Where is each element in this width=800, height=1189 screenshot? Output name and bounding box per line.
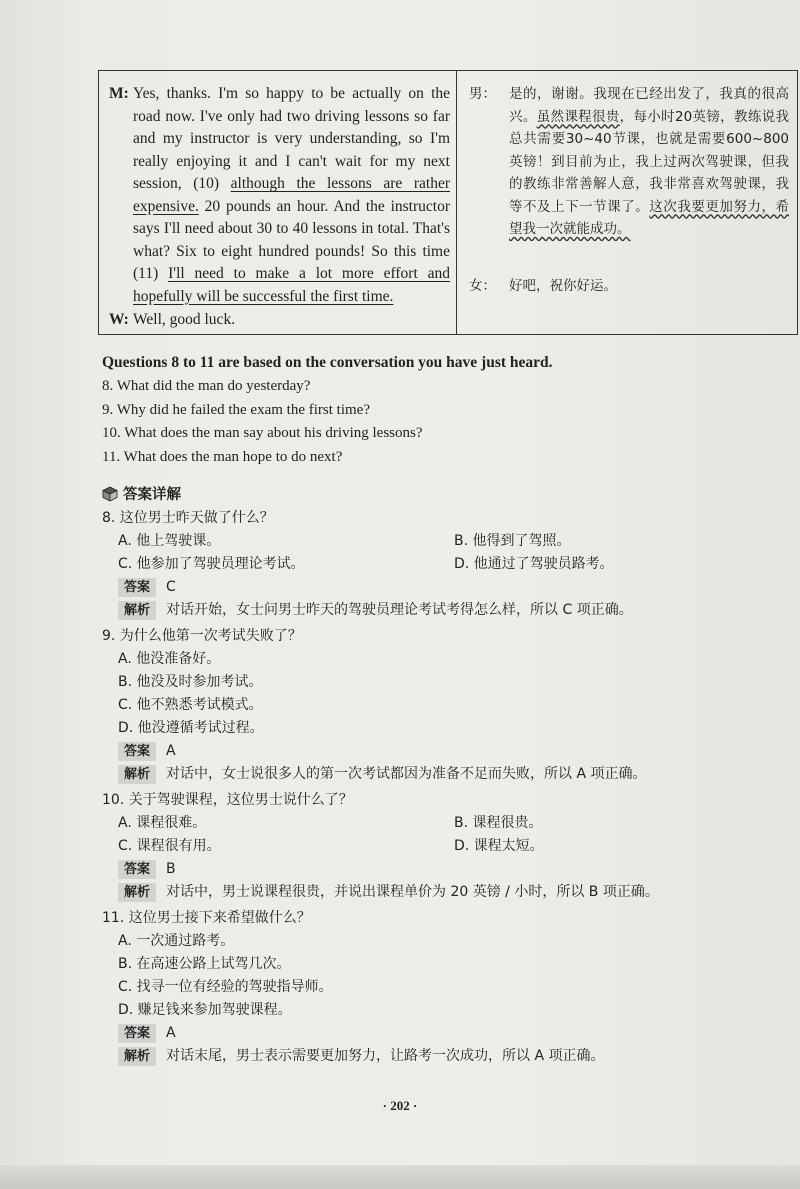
- option: A. 课程很难。: [118, 815, 207, 831]
- options: [102, 812, 792, 858]
- option: D. 他通过了驾驶员路考。: [454, 556, 614, 572]
- transcript-english: [99, 71, 457, 334]
- answer-question: 8. 这位男士昨天做了什么？: [102, 510, 274, 526]
- speaker-label: 女：: [469, 277, 496, 294]
- underlined-answer-text: 虽然课程很贵: [536, 108, 620, 125]
- underlined-answer-text: 这次我要更加努力，希望我一次就能成功。: [509, 198, 790, 237]
- analysis-tag: 解析: [118, 601, 156, 620]
- analysis-line: [102, 599, 792, 622]
- question-item: 11. What does the man hope to do next?: [102, 448, 343, 465]
- answer-value: B: [166, 861, 176, 877]
- analysis-tag: 解析: [118, 883, 156, 902]
- dialogue-segment: Well, good luck.: [133, 311, 236, 328]
- option: C. 找寻一位有经验的驾驶指导师。: [118, 979, 333, 995]
- option: C. 他参加了驾驶员理论考试。: [118, 556, 305, 572]
- speaker-label: 男：: [469, 86, 496, 102]
- dialogue-text: [509, 275, 789, 298]
- answer-list: [102, 506, 792, 1068]
- analysis-line: [102, 763, 792, 786]
- options: [102, 648, 792, 740]
- page-edge: [0, 1165, 800, 1189]
- answer-value: C: [166, 579, 176, 595]
- option: B. 课程很贵。: [454, 815, 543, 831]
- answer-line: [102, 576, 792, 599]
- page-number: · 202 ·: [382, 1098, 418, 1113]
- answer-block: [102, 624, 792, 786]
- dialogue-turn: [109, 309, 450, 332]
- option: A. 他上驾驶课。: [118, 533, 221, 549]
- option: C. 他不熟悉考试模式。: [118, 697, 263, 713]
- question-list: [102, 375, 792, 469]
- options: [102, 530, 792, 576]
- analysis-tag: 解析: [118, 1047, 156, 1066]
- option: B. 在高速公路上试驾几次。: [118, 956, 291, 972]
- answers-title-text: 答案详解: [123, 487, 181, 503]
- option-row: [118, 812, 792, 835]
- option: B. 他得到了驾照。: [454, 533, 571, 549]
- analysis-text: 对话中，女士说很多人的第一次考试都因为准备不足而失败，所以 A 项正确。: [166, 766, 647, 782]
- answer-tag: 答案: [118, 860, 156, 879]
- option-row: [118, 553, 792, 576]
- option: B. 他没及时参加考试。: [118, 674, 263, 690]
- dialogue-turn: [469, 275, 789, 298]
- answer-value: A: [166, 743, 176, 759]
- answer-line: [102, 1022, 792, 1045]
- analysis-line: [102, 881, 792, 904]
- dialogue-text: [133, 83, 450, 308]
- option: C. 课程很有用。: [118, 838, 221, 854]
- question-item: 8. What did the man do yesterday?: [102, 378, 311, 394]
- dialogue-text: [133, 309, 450, 332]
- dialogue-turn: [109, 83, 450, 308]
- option: D. 课程太短。: [454, 838, 544, 854]
- answer-tag: 答案: [118, 1024, 156, 1043]
- questions-heading: Questions 8 to 11 are based on the conversation you have just heard.: [102, 354, 553, 371]
- transcript-table: [98, 70, 798, 335]
- answer-block: [102, 906, 792, 1068]
- option: D. 赚足钱来参加驾驶课程。: [118, 1002, 292, 1018]
- analysis-tag: 解析: [118, 765, 156, 784]
- analysis-line: [102, 1045, 792, 1068]
- option: D. 他没遵循考试过程。: [118, 720, 264, 736]
- underlined-answer-text: I'll need to make a lot more effort and hopefully will be successful the first time.: [133, 265, 451, 305]
- option: A. 一次通过路考。: [118, 933, 235, 949]
- dialogue-segment: ，每小时20英镑，教练说我总共需要30~40节课，也就是需要600~800英镑！到目前为止，我上过两次驾驶课，但我的教练非常善解人意，我非常喜欢驾驶课，我等不及上下一节课了。: [509, 108, 790, 215]
- dialogue-segment: 20 pounds an hour. And the instructor says I'll need about 30 to 40 lessons in total. That's what? Six to eight hundred pounds! So this time (11): [133, 197, 450, 282]
- cube-icon: [102, 486, 118, 502]
- question-item: 10. What does the man say about his driving lessons?: [102, 425, 423, 441]
- dialogue-segment: 好吧，祝你好运。: [509, 277, 617, 294]
- answer-question: 9. 为什么他第一次考试失败了？: [102, 628, 302, 644]
- answer-value: A: [166, 1025, 176, 1041]
- answer-tag: 答案: [118, 742, 156, 761]
- speaker-label: M:: [109, 85, 129, 102]
- dialogue-segment: 是的，谢谢。我现在已经出发了，我真的很高兴。: [509, 86, 789, 125]
- option: A. 他没准备好。: [118, 651, 221, 667]
- transcript-chinese: [457, 71, 797, 334]
- dialogue-segment: Yes, thanks. I'm so happy to be actually on the road now. I've only had two driving lessons so far and my instructor is very understanding, so I'm really enjoying it and I can't wait for my next session, (10): [133, 85, 450, 192]
- question-item: 9. Why did he failed the exam the first time?: [102, 401, 370, 418]
- speaker-label: W:: [109, 311, 129, 328]
- analysis-text: 对话中，男士说课程很贵，并说出课程单价为 20 英镑 / 小时，所以 B 项正确。: [166, 884, 659, 900]
- option-row: [118, 835, 792, 858]
- answer-line: [102, 740, 792, 763]
- answers-section-title: [102, 483, 792, 504]
- dialogue-turn: [469, 83, 789, 241]
- options: [102, 930, 792, 1022]
- underlined-answer-text: although the lessons are rather expensive.: [133, 175, 450, 215]
- analysis-text: 对话末尾，男士表示需要更加努力，让路考一次成功，所以 A 项正确。: [166, 1048, 605, 1064]
- answer-question: 10. 关于驾驶课程，这位男士说什么了？: [102, 792, 353, 808]
- answer-block: [102, 788, 792, 904]
- option-row: [118, 530, 792, 553]
- answer-block: [102, 506, 792, 622]
- dialogue-text: [509, 83, 789, 241]
- main-content: [102, 354, 792, 1068]
- answer-question: 11. 这位男士接下来希望做什么？: [102, 910, 311, 926]
- answer-line: [102, 858, 792, 881]
- analysis-text: 对话开始，女士问男士昨天的驾驶员理论考试考得怎么样，所以 C 项正确。: [166, 602, 633, 618]
- answer-tag: 答案: [118, 578, 156, 597]
